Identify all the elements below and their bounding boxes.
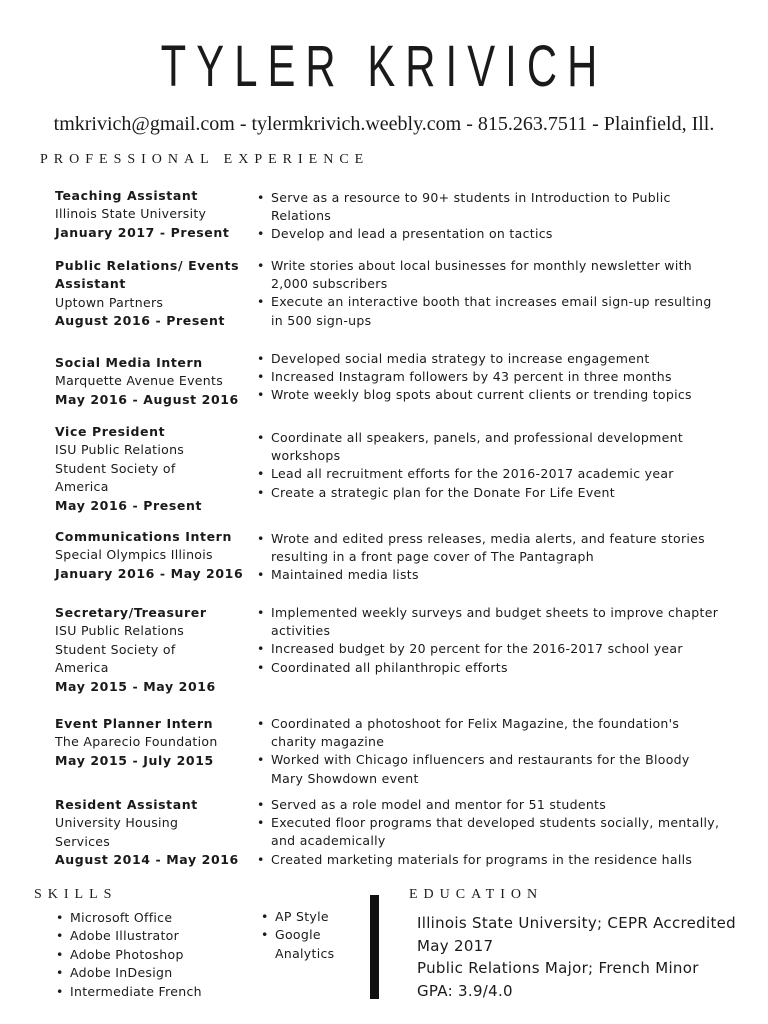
skill-item: • Adobe InDesign: [52, 964, 242, 982]
job-bullets: [253, 604, 723, 677]
job-organization: America: [55, 660, 109, 676]
job-bullet: • Coordinated all philanthropic efforts: [253, 659, 723, 677]
job-dates: August 2016 - Present: [55, 313, 226, 329]
job-bullet: • Created marketing materials for programs in the residence halls: [253, 851, 723, 869]
job-bullet: • Worked with Chicago influencers and restaurants for the Bloody Mary Showdown event: [253, 751, 723, 787]
job-organization: University Housing: [55, 815, 179, 831]
job-bullets: [253, 350, 723, 405]
job-title: Event Planner Intern: [55, 716, 214, 731]
skills-heading: SKILLS: [34, 887, 118, 902]
job-details: [55, 796, 250, 870]
job-title: Secretary/Treasurer: [55, 605, 207, 620]
skill-item: • Adobe Photoshop: [52, 946, 242, 964]
job-dates: May 2015 - May 2016: [55, 678, 216, 694]
job-bullet: • Develop and lead a presentation on tactics: [253, 225, 723, 243]
job-details: [55, 423, 250, 515]
job-organization: Student Society of: [55, 460, 176, 476]
job-bullet: • Implemented weekly surveys and budget sheets to improve chapter activities: [253, 604, 723, 640]
skill-item: • Google Analytics: [257, 926, 367, 963]
job-dates: May 2015 - July 2015: [55, 752, 214, 768]
job-bullet: • Lead all recruitment efforts for the 2016-2017 academic year: [253, 465, 723, 483]
job-organization: Marquette Avenue Events: [55, 373, 224, 389]
job-title: Resident Assistant: [55, 797, 198, 812]
job-bullets: [253, 189, 723, 244]
job-title: Teaching Assistant: [55, 188, 198, 203]
job-details: [55, 715, 250, 770]
job-bullet: • Serve as a resource to 90+ students in Introduction to Public Relations: [253, 189, 723, 225]
section-divider: [370, 895, 379, 999]
skill-item: • Adobe Illustrator: [52, 927, 242, 945]
job-bullets: [253, 530, 723, 585]
skill-item: • Intermediate French: [52, 983, 242, 1001]
job-bullets: [253, 715, 723, 788]
job-details: [55, 354, 250, 409]
job-bullet: • Served as a role model and mentor for 51 students: [253, 796, 723, 814]
contact-line: tmkrivich@gmail.com - tylermkrivich.weebly.com - 815.263.7511 - Plainfield, Ill.: [53, 113, 715, 135]
job-details: [55, 257, 250, 331]
education-block: [417, 912, 757, 1002]
education-date: May 2017: [417, 936, 494, 955]
job-bullet: • Coordinated a photoshoot for Felix Magazine, the foundation's charity magazine: [253, 715, 723, 751]
job-bullet: • Increased Instagram followers by 43 percent in three months: [253, 368, 723, 386]
job-title: Vice President: [55, 424, 166, 439]
job-organization: Uptown Partners: [55, 294, 164, 310]
job-bullet: • Write stories about local businesses for monthly newsletter with 2,000 subscribers: [253, 257, 723, 293]
job-dates: May 2016 - Present: [55, 497, 203, 513]
job-organization: Services: [55, 833, 111, 849]
skill-item: • Microsoft Office: [52, 909, 242, 927]
job-organization: The Aparecio Foundation: [55, 734, 218, 750]
experience-heading: PROFESSIONAL EXPERIENCE: [40, 152, 370, 167]
job-bullet: • Increased budget by 20 percent for the 2016-2017 school year: [253, 640, 723, 658]
job-title: Social Media Intern: [55, 355, 203, 370]
job-bullet: • Maintained media lists: [253, 566, 723, 584]
job-bullet: • Create a strategic plan for the Donate For Life Event: [253, 484, 723, 502]
education-major: Public Relations Major; French Minor: [417, 959, 699, 977]
job-dates: January 2017 - Present: [55, 224, 230, 240]
job-bullet: • Execute an interactive booth that increases email sign-up resulting in 500 sign-ups: [253, 293, 723, 329]
skill-item: • AP Style: [257, 908, 367, 926]
resume-name: TYLER KRIVICH: [160, 34, 608, 99]
job-details: [55, 604, 250, 696]
job-dates: January 2016 - May 2016: [55, 565, 244, 581]
job-organization: Illinois State University: [55, 206, 207, 222]
education-heading: EDUCATION: [409, 887, 544, 902]
job-bullet: • Developed social media strategy to increase engagement: [253, 350, 723, 368]
education-school: Illinois State University; CEPR Accredited: [417, 914, 736, 932]
job-organization: Special Olympics Illinois: [55, 547, 213, 563]
skills-list-secondary: [257, 908, 367, 963]
job-details: [55, 528, 250, 583]
job-organization: Student Society of: [55, 641, 176, 657]
skills-list-primary: [52, 909, 242, 1001]
job-organization: ISU Public Relations: [55, 442, 185, 458]
job-dates: August 2014 - May 2016: [55, 852, 239, 868]
job-bullets: [253, 429, 723, 502]
job-organization: America: [55, 479, 109, 495]
job-bullet: • Coordinate all speakers, panels, and professional development workshops: [253, 429, 723, 465]
job-bullets: [253, 257, 723, 330]
job-title: Public Relations/ Events Assistant: [55, 258, 240, 292]
job-bullets: [253, 796, 723, 869]
job-title: Communications Intern: [55, 529, 232, 544]
job-organization: ISU Public Relations: [55, 623, 185, 639]
job-bullet: • Wrote and edited press releases, media alerts, and feature stories resulting in a front page cover of The Pantagraph: [253, 530, 723, 566]
job-bullet: • Wrote weekly blog spots about current clients or trending topics: [253, 386, 723, 404]
job-dates: May 2016 - August 2016: [55, 391, 239, 407]
job-details: [55, 187, 250, 242]
job-bullet: • Executed floor programs that developed students socially, mentally, and academically: [253, 814, 723, 850]
education-gpa: GPA: 3.9/4.0: [417, 981, 513, 1000]
